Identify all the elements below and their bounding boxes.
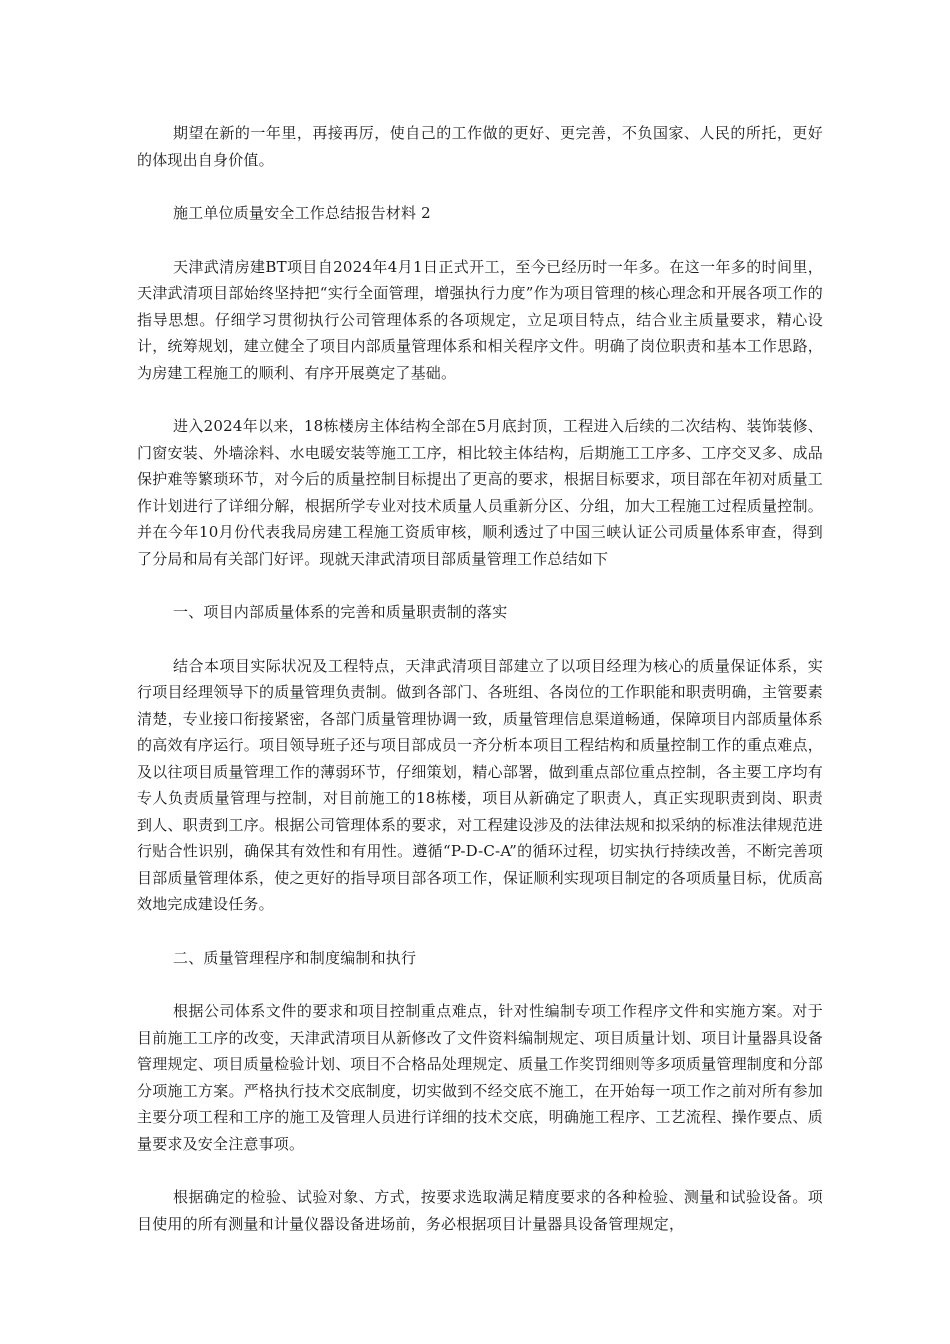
paragraph-intro: 天津武清房建BT项目自2024年4月1日正式开工，至今已经历时一年多。在这一年多的时间里，天津武清项目部始终坚持把“实行全面管理，增强执行力度”作为项目管理的核心理念和开展各项工作的指导思想。仔细学习贯彻执行公司管理体系的各项规定，立足项目特点，结合业主质量要求，精心设计，统筹规划，建立健全了项目内部质量管理体系和相关程序文件。明确了岗位职责和基本工作思路，为房建工程施工的顺利、有序开展奠定了基础。 <box>137 257 823 382</box>
document-page <box>137 120 823 1264</box>
paragraph-closing: 期望在新的一年里，再接再厉，使自己的工作做的更好、更完善，不负国家、人民的所托，更好的体现出自身价值。 <box>137 124 823 169</box>
section-heading-2: 二、质量管理程序和制度编制和执行 <box>173 948 417 967</box>
paragraph-progress: 进入2024年以来，18栋楼房主体结构全部在5月底封顶，工程进入后续的二次结构、装饰装修、门窗安装、外墙涂料、水电暖安装等施工工序，相比较主体结构，后期施工工序多、工序交叉多、成品保护难等繁琐环节，对今后的质量控制目标提出了更高的要求，根据目标要求，项目部在年初对质量工作计划进行了详细分解，根据所学专业对技术质量人员重新分区、分组，加大工程施工过程质量控制。并在今年10月份代表我局房建工程施工资质审核，顺利透过了中国三峡认证公司质量体系审查，得到了分局和局有关部门好评。现就天津武清项目部质量管理工作总结如下 <box>137 417 823 568</box>
report-title: 施工单位质量安全工作总结报告材料 2 <box>173 204 431 222</box>
paragraph-section-2: 根据公司体系文件的要求和项目控制重点难点，针对性编制专项工作程序文件和实施方案。对于目前施工工序的改变，天津武清项目从新修改了文件资料编制规定、项目质量计划、项目计量器具设备管理规定、项目质量检验计划、项目不合格品处理规定、质量工作奖罚细则等多项质量管理制度和分部分项施工方案。严格执行技术交底制度，切实做到不经交底不施工，在开始每一项工作之前对所有参加主要分项工程和工序的施工及管理人员进行详细的技术交底，明确施工程序、工艺流程、操作要点、质量要求及安全注意事项。 <box>137 1002 823 1153</box>
paragraph-section-1: 结合本项目实际状况及工程特点，天津武清项目部建立了以项目经理为核心的质量保证体系，实行项目经理领导下的质量管理负责制。做到各部门、各班组、各岗位的工作职能和职责明确，主管要素清楚，专业接口衔接紧密，各部门质量管理协调一致，质量管理信息渠道畅通，保障项目内部质量体系的高效有序运行。项目领导班子还与项目部成员一齐分析本项目工程结构和质量控制工作的重点难点，及以往项目质量管理工作的薄弱环节，仔细策划，精心部署，做到重点部位重点控制，各主要工序均有专人负责质量管理与控制，对目前施工的18栋楼，项目从新确定了职责人，真正实现职责到岗、职责到人、职责到工序。根据公司管理体系的要求，对工程建设涉及的法律法规和拟采纳的标准法律规范进行贴合性识别，确保其有效性和有用性。遵循“P-D-C-A”的循环过程，切实执行持续改善，不断完善项目部质量管理体系，使之更好的指导项目部各项工作，保证顺利实现项目制定的各项质量目标，优质高效地完成建设任务。 <box>137 656 823 913</box>
paragraph-inspection: 根据确定的检验、试验对象、方式，按要求选取满足精度要求的各种检验、测量和试验设备。项目使用的所有测量和计量仪器设备进场前，务必根据项目计量器具设备管理规定， <box>137 1188 823 1233</box>
section-heading-1: 一、项目内部质量体系的完善和质量职责制的落实 <box>173 603 508 621</box>
